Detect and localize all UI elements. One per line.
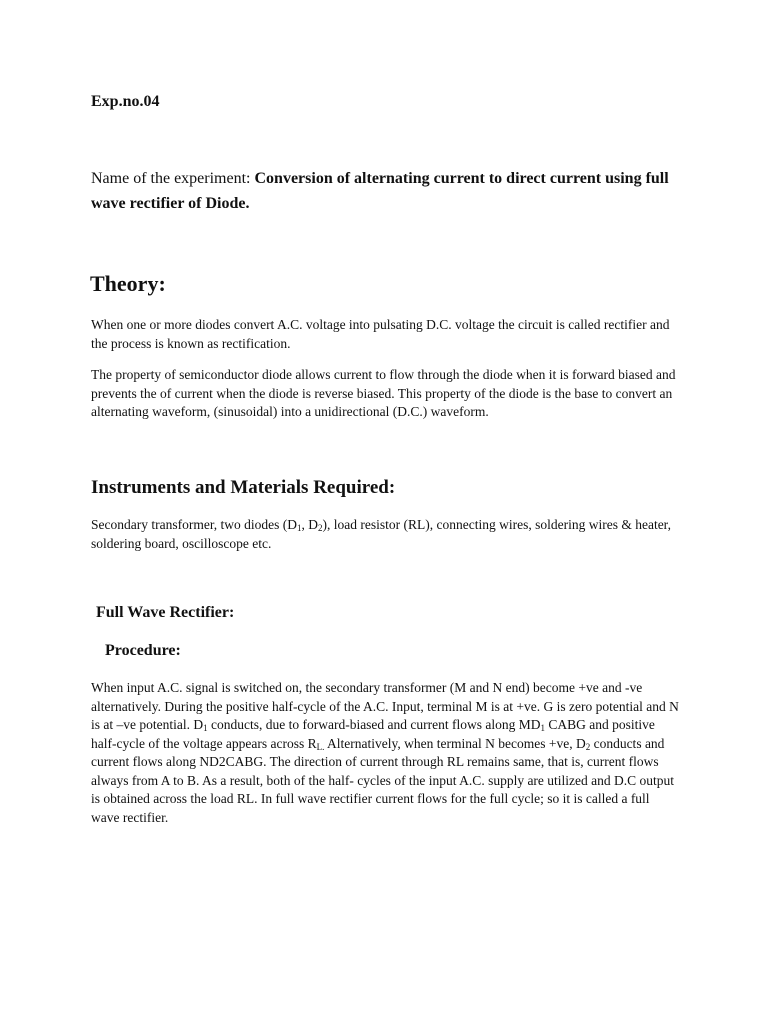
instruments-paragraph: [91, 516, 681, 553]
experiment-number: Exp.no.04: [91, 93, 160, 110]
procedure-text-2: conducts, due to forward-biased and current flows along MD: [207, 717, 541, 732]
subscript-d1: 1: [297, 523, 302, 533]
instruments-text-1: Secondary transformer, two diodes (D: [91, 517, 298, 532]
procedure-text-5: conducts and current flows along ND2CABG. The direction of current through RL remains same, that is, current flows always from A to B. As a result, both of the half- cycles of the input A.C. supply are utilized and D.C output is obtained across the load RL. In full wave rectifier current flows for the full cycle; so it is called a full wave rectifier.: [91, 735, 675, 825]
procedure-paragraph: [91, 679, 681, 827]
subscript-d2: 2: [318, 523, 323, 533]
instruments-text-2: , D: [301, 517, 319, 532]
experiment-name-label: Name of the experiment:: [91, 170, 251, 187]
subscript-d2: 2: [585, 741, 591, 752]
subscript-d1-a: 1: [203, 723, 208, 733]
procedure-text-4: Alternatively, when terminal N becomes +ve, D: [324, 735, 586, 751]
instruments-text-3: ), load resistor (RL), connecting wires, soldering wires & heater, soldering board, oscilloscope etc.: [91, 517, 672, 551]
theory-paragraph-2: The property of semiconductor diode allows current to flow through the diode when it is forward biased and prevents the of current when the diode is reverse biased. This property of the diode is the base to convert an alternating waveform, (sinusoidal) into a unidirectional (D.C.) waveform.: [91, 367, 676, 419]
theory-paragraph-1: When one or more diodes convert A.C. voltage into pulsating D.C. voltage the circuit is called rectifier and the process is known as rectification.: [91, 317, 670, 351]
subscript-rl: L.: [316, 741, 325, 752]
procedure-text-3: CABG and positive half-cycle of the voltage appears across R: [91, 717, 655, 751]
procedure-text-1: When input A.C. signal is switched on, the secondary transformer (M and N end) become +ve and -ve alternatively. During the positive half-cycle of the A.C. Input, terminal M is at +ve. G is zero potential and N is at –ve potential. D: [91, 680, 679, 732]
full-wave-rectifier-heading: Full Wave Rectifier:: [96, 604, 235, 621]
experiment-name: [91, 166, 691, 216]
procedure-heading: Procedure:: [105, 642, 181, 659]
subscript-d1-b: 1: [540, 723, 546, 733]
experiment-title: Conversion of alternating current to direct current using full wave rectifier of Diode.: [91, 170, 669, 212]
instruments-heading: Instruments and Materials Required:: [91, 477, 396, 498]
theory-heading: Theory:: [90, 271, 166, 296]
